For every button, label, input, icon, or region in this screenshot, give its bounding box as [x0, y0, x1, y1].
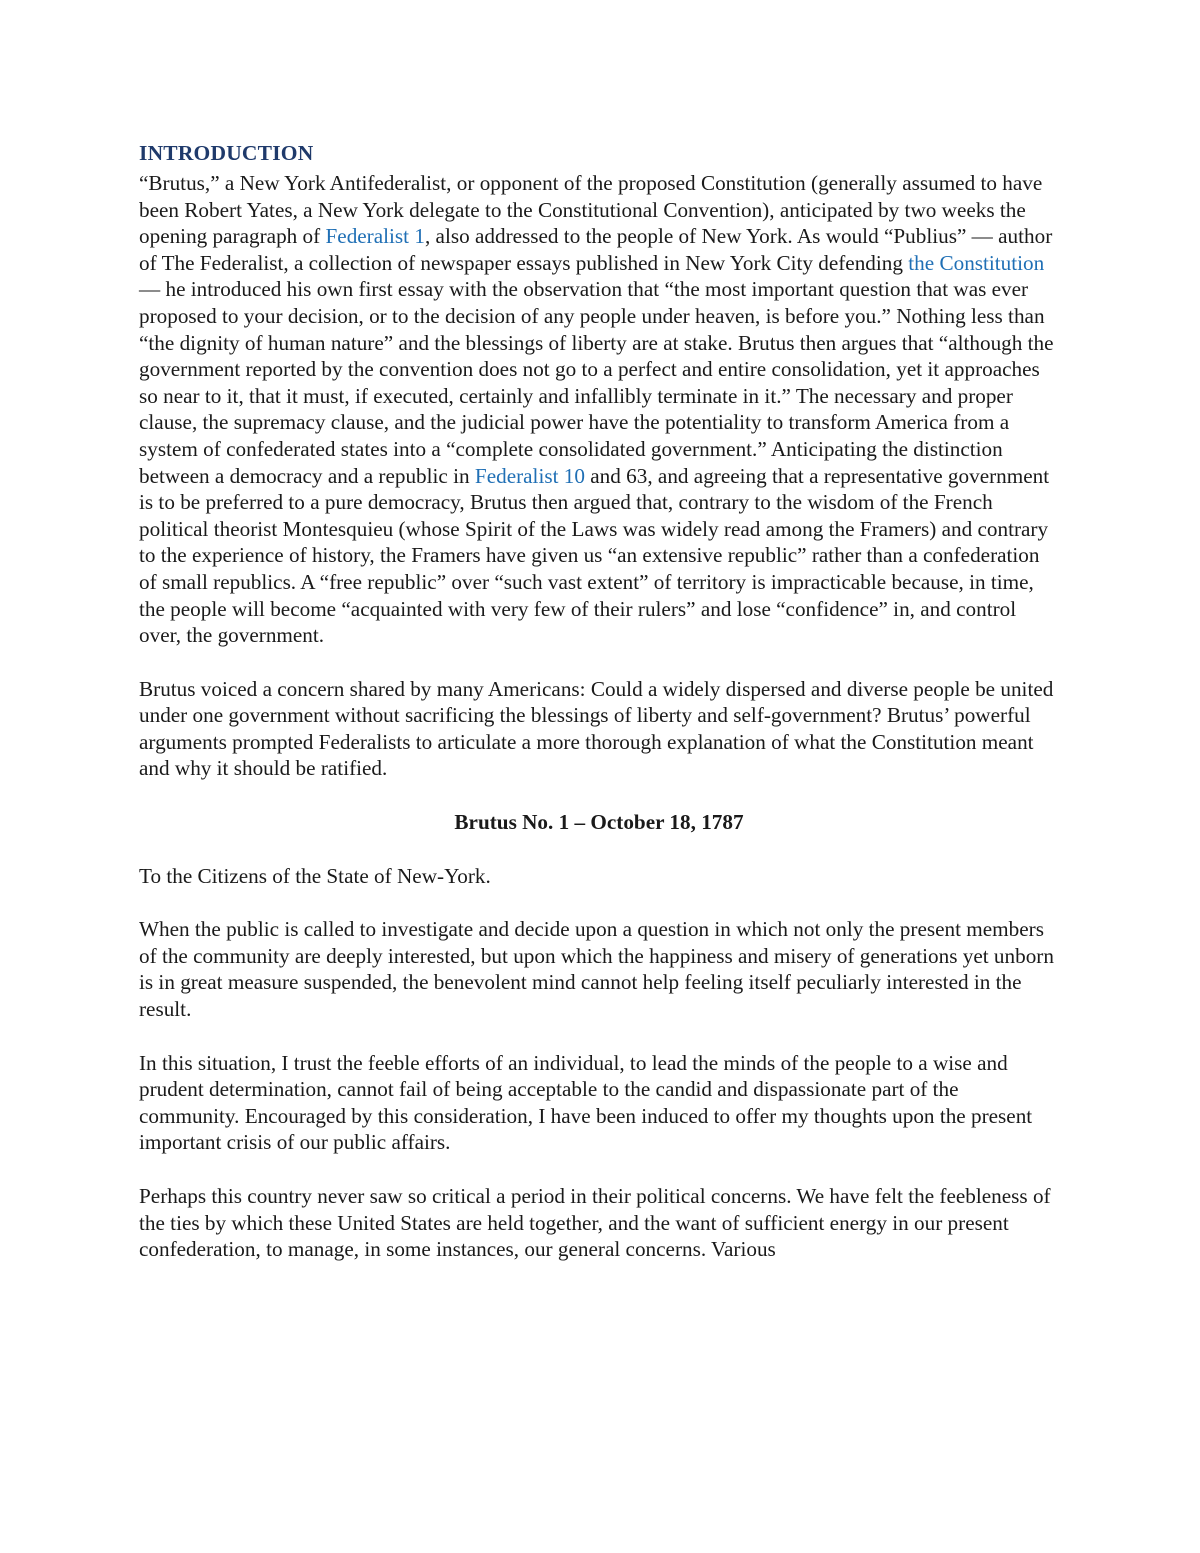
essay-title: Brutus No. 1 – October 18, 1787 — [454, 810, 744, 835]
federalist-10-link[interactable]: Federalist 10 — [474, 463, 585, 488]
essay-salutation: To the Citizens of the State of New-York. — [139, 863, 491, 888]
essay-paragraph-1: When the public is called to investigate and decide upon a question in which not only the present members of the community are deeply interested, but upon which the happiness and misery of generations yet unborn is in great measure suspended, the benevolent mind cannot help feeling itself peculiarly interested in the result. — [139, 917, 1054, 1022]
document-page — [139, 140, 1059, 1290]
constitution-link[interactable]: the Constitution — [908, 250, 1045, 275]
intro-p1-text-b: , also addressed to the people of New York. As would “Publius” — author of The Federalist, a collection of newspaper essays published in New York City defending — [139, 224, 1053, 275]
intro-p1-text-a: “Brutus,” a New York Antifederalist, or opponent of the proposed Constitution (generally assumed to have been Robert Yates, a New York delegate to the Constitutional Convention), anticipated by two weeks the opening paragraph of — [139, 171, 1043, 249]
intro-paragraph-2: Brutus voiced a concern shared by many Americans: Could a widely dispersed and diverse people be united under one government without sacrificing the blessings of liberty and self-government? Brutus’ powerful arguments prompted Federalists to articulate a more thorough explanation of what the Constitution meant and why it should be ratified. — [139, 676, 1054, 781]
intro-paragraph-1 — [139, 170, 1059, 649]
federalist-1-link[interactable]: Federalist 1 — [325, 224, 425, 249]
essay-paragraph-2: In this situation, I trust the feeble efforts of an individual, to lead the minds of the people to a wise and prudent determination, cannot fail of being acceptable to the candid and dispassionate part of the community. Encouraged by this consideration, I have been induced to offer my thoughts upon the present important crisis of our public affairs. — [139, 1050, 1033, 1155]
intro-heading: INTRODUCTION — [139, 141, 314, 165]
essay-paragraph-3: Perhaps this country never saw so critical a period in their political concerns. We have felt the feebleness of the ties by which these United States are held together, and the want of sufficient energy in our present confederation, to manage, in some instances, our general concerns. Various — [139, 1184, 1051, 1262]
intro-p1-text-d: and 63, and agreeing that a representative government is to be preferred to a pure democracy, Brutus then argued that, contrary to the wisdom of the French political theorist Montesquieu (whose Spirit of the Laws was widely read among the Framers) and contrary to the experience of history, the Framers have given us “an extensive republic” rather than a confederation of small republics. A “free republic” over “such vast extent” of territory is impracticable because, in time, the people will become “acquainted with very few of their rulers” and lose “confidence” in, and control over, the government. — [139, 463, 1050, 648]
intro-p1-text-c: — he introduced his own first essay with the observation that “the most important question that was ever proposed to your decision, or to the decision of any people under heaven, is before you.” Nothing less than “the dignity of human nature” and the blessings of liberty are at stake. Brutus then argues that “although the government reported by the convention does not go to a perfect and entire consolidation, yet it approaches so near to it, that it must, if executed, certainly and infallibly terminate in it.” The necessary and proper clause, the supremacy clause, and the judicial power have the potentiality to transform America from a system of confederated states into a “complete consolidated government.” Anticipating the distinction between a democracy and a republic in — [139, 277, 1054, 488]
